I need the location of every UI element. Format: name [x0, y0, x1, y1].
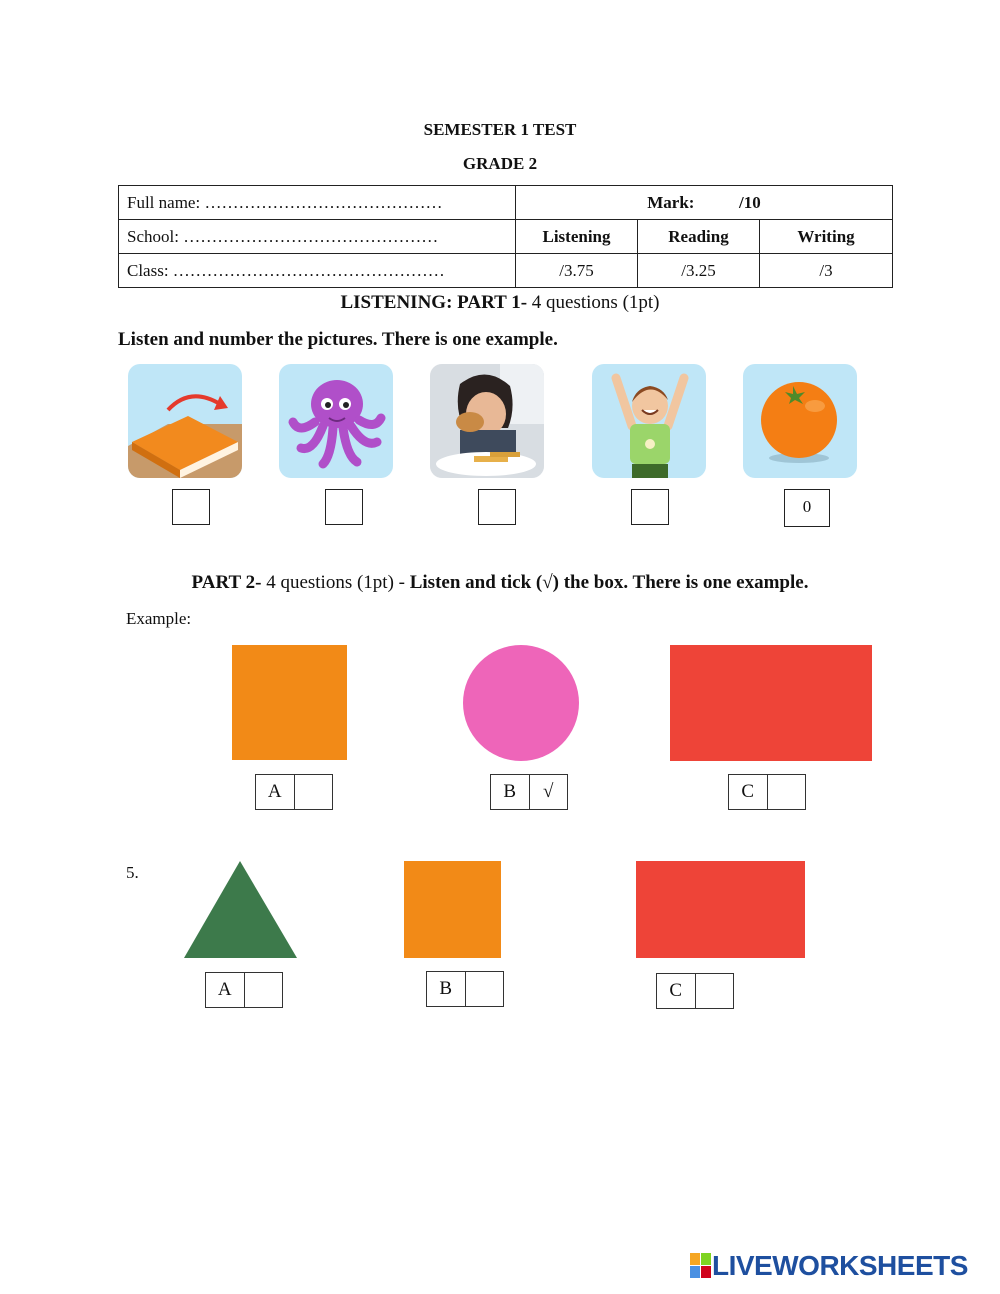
- option-letter: A: [256, 775, 295, 809]
- option-letter: B: [491, 775, 530, 809]
- part2-title: [0, 572, 1000, 594]
- reading-header: Reading: [638, 220, 760, 254]
- class-field[interactable]: Class: …………………………………………: [119, 254, 516, 288]
- book-icon: [128, 364, 242, 478]
- tick-box[interactable]: [245, 973, 283, 1007]
- mark-total: /10: [738, 192, 761, 212]
- happy-boy-icon: [592, 364, 706, 478]
- option-letter: C: [657, 974, 696, 1008]
- option-letter: A: [206, 973, 245, 1007]
- example-option-a: [255, 774, 333, 810]
- listening-header: Listening: [516, 220, 638, 254]
- orange-square-shape: [232, 645, 347, 760]
- writing-score: /3: [760, 254, 893, 288]
- listening-score: /3.75: [516, 254, 638, 288]
- part1-instruction: Listen and number the pictures. There is one example.: [118, 329, 558, 350]
- tick-box[interactable]: [696, 974, 734, 1008]
- tick-box: [295, 775, 333, 809]
- logo-text: LIVEWORKSHEETS: [712, 1250, 968, 1281]
- part2-title-mid: 4 questions (1pt) -: [261, 572, 410, 593]
- part1-title-bold: LISTENING: PART 1-: [340, 292, 528, 313]
- red-rectangle-shape: [670, 645, 872, 761]
- tick-box: √: [543, 781, 554, 802]
- test-title: SEMESTER 1 TEST: [423, 120, 577, 139]
- liveworksheets-logo-icon: [690, 1253, 712, 1279]
- writing-header: Writing: [760, 220, 893, 254]
- answer-box-2[interactable]: [325, 489, 363, 525]
- tick-box: [768, 775, 806, 809]
- school-field[interactable]: School: ………………………………………: [119, 220, 516, 254]
- example-label: Example:: [126, 609, 192, 628]
- octopus-icon: [279, 364, 393, 478]
- answer-box-3[interactable]: [478, 489, 516, 525]
- part1-title-rest: 4 questions (1pt): [527, 292, 660, 313]
- option-letter: B: [427, 972, 466, 1006]
- answer-box-1[interactable]: [172, 489, 210, 525]
- orange-square-shape-q5: [404, 861, 501, 958]
- orange-icon: [743, 364, 857, 478]
- question-5-label: 5.: [126, 863, 139, 882]
- student-info-table: [118, 185, 893, 288]
- q5-option-a[interactable]: [205, 972, 283, 1008]
- example-answer-box: 0: [784, 489, 830, 527]
- grade-title: GRADE 2: [462, 154, 538, 173]
- example-option-c: [728, 774, 806, 810]
- full-name-field[interactable]: Full name: ……………………………………: [119, 186, 516, 220]
- part2-title-bold: PART 2-: [191, 572, 262, 593]
- answer-box-4[interactable]: [631, 489, 669, 525]
- mark-label: Mark:: [647, 192, 695, 212]
- option-letter: C: [729, 775, 768, 809]
- child-eating-icon: [430, 364, 544, 478]
- liveworksheets-logo: [690, 1250, 968, 1282]
- q5-option-c[interactable]: [656, 973, 734, 1009]
- example-option-b: [490, 774, 568, 810]
- part1-title: [0, 292, 1000, 314]
- tick-box[interactable]: [466, 972, 504, 1006]
- reading-score: /3.25: [638, 254, 760, 288]
- red-rectangle-shape-q5: [636, 861, 805, 958]
- mark-cell: [516, 186, 893, 220]
- green-triangle-shape: [184, 861, 297, 958]
- q5-option-b[interactable]: [426, 971, 504, 1007]
- part2-title-end: Listen and tick (√) the box. There is one example.: [409, 572, 809, 593]
- pink-circle-shape: [463, 645, 579, 761]
